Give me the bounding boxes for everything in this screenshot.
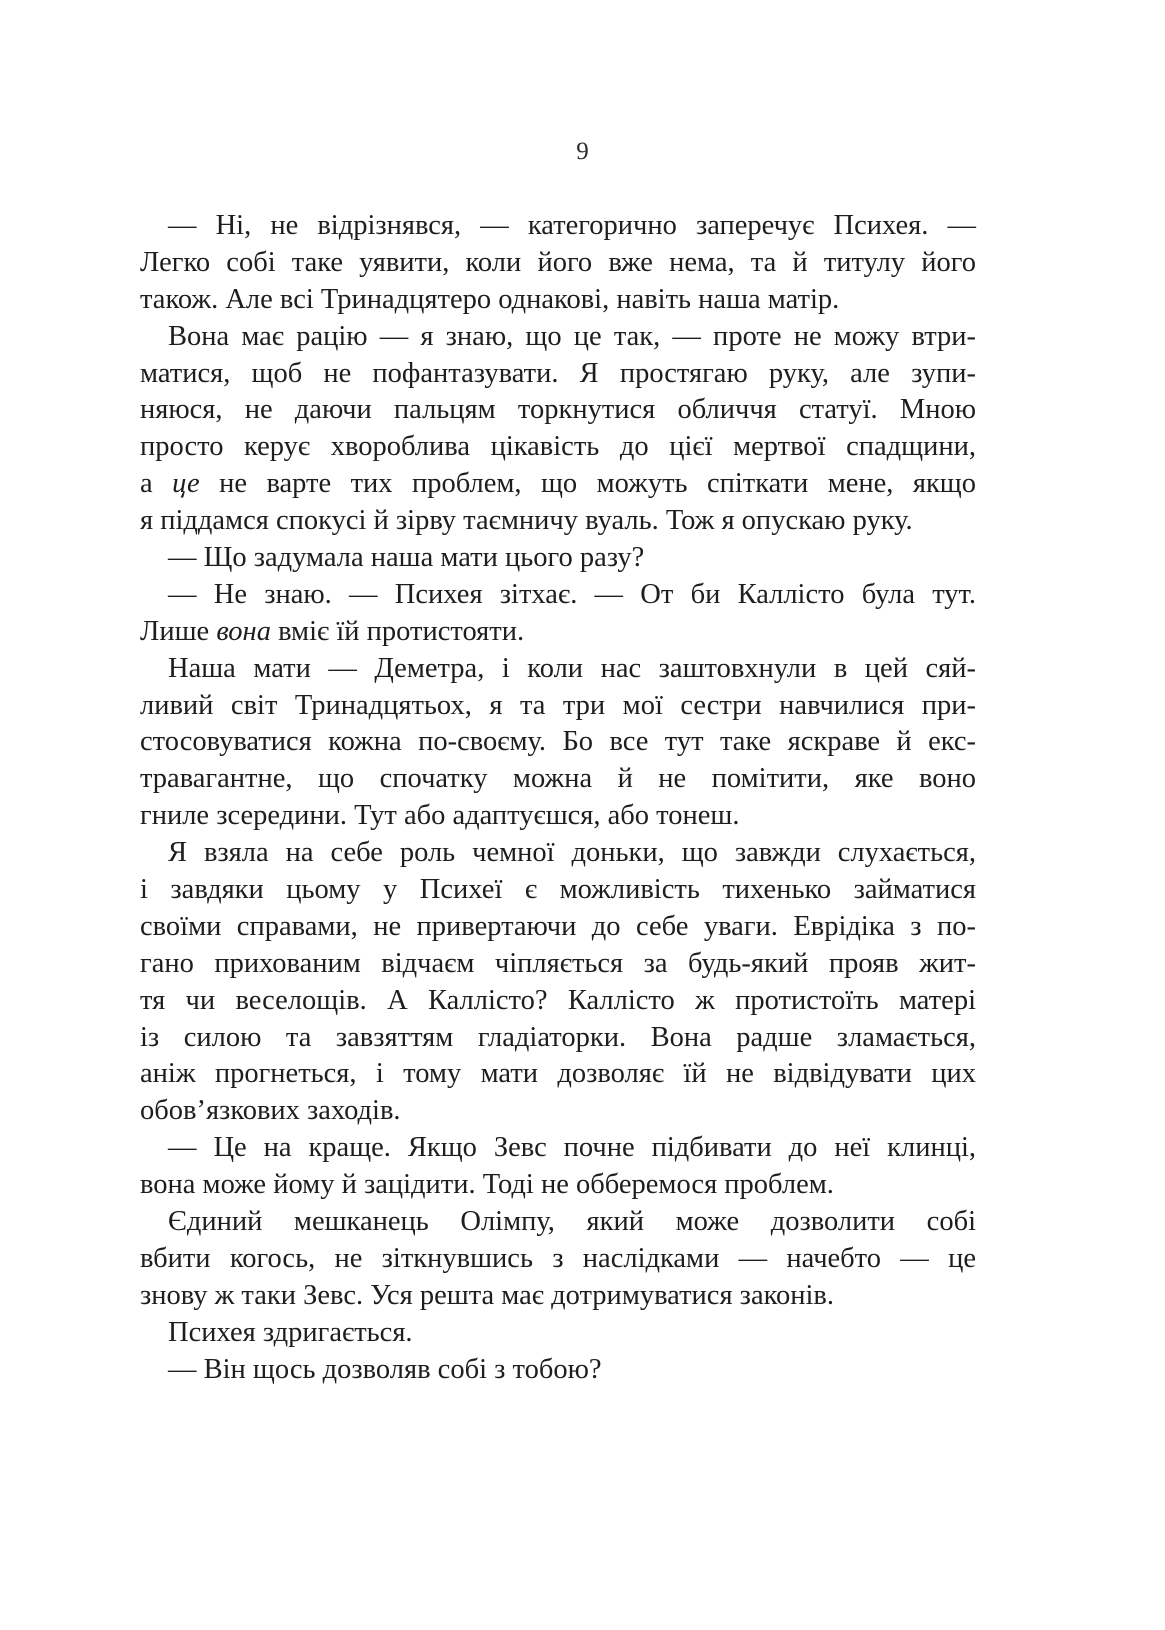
text-segment: а bbox=[140, 468, 173, 500]
text-line: Я взяла на себе роль чемної доньки, що завжди слухається, bbox=[168, 837, 976, 869]
text-line: — Ні, не відрізнявся, — категорично заперечує Психея. — bbox=[168, 210, 976, 241]
text-line: також. Але всі Тринадцятеро однакові, навіть наша матір. bbox=[140, 283, 840, 315]
text-line: вона може йому й зацідити. Тоді не обберемося проблем. bbox=[140, 1169, 834, 1201]
text-line: знову ж таки Зевс. Уся решта має дотримуватися законів. bbox=[140, 1279, 834, 1311]
text-segment: вміє їй протистояти. bbox=[270, 615, 525, 647]
text-line: — Він щось дозволяв собі з тобою? bbox=[168, 1353, 602, 1385]
text-line: — Не знаю. — Психея зітхає. — От би Каллісто була тут. bbox=[168, 578, 976, 610]
text-line: травагантне, що спочатку можна й не помітити, яке воно bbox=[140, 763, 976, 795]
text-line: і завдяки цьому у Психеї є можливість тихенько займатися bbox=[140, 874, 976, 906]
text-line: Психея здригається. bbox=[168, 1316, 413, 1348]
page-number: 9 bbox=[576, 138, 589, 165]
text-line: матися, щоб не пофантазувати. Я простягаю руку, але зупи- bbox=[140, 357, 976, 389]
text-line bbox=[140, 466, 976, 503]
text-line: — Що задумала наша мати цього разу? bbox=[168, 542, 645, 574]
text-line: Легко собі таке уявити, коли його вже нема, та й титулу його bbox=[140, 246, 976, 278]
italic-emphasis: це bbox=[172, 468, 200, 500]
text-line: вбити когось, не зіткнувшись з наслідками — начебто — це bbox=[140, 1242, 976, 1274]
text-line: ливий світ Тринадцятьох, я та три мої сестри навчилися при- bbox=[140, 689, 976, 721]
italic-emphasis: вона bbox=[216, 615, 271, 647]
body-text bbox=[140, 208, 976, 1389]
text-line: своїми справами, не привертаючи до себе уваги. Еврідіка з по- bbox=[140, 910, 976, 942]
text-line bbox=[140, 614, 976, 651]
text-line: просто керує хвороблива цікавість до цієї мертвої спадщини, bbox=[140, 431, 976, 463]
text-segment: Лише bbox=[140, 615, 217, 647]
text-line: із силою та завзяттям гладіаторки. Вона радше зламається, bbox=[140, 1021, 976, 1053]
text-line: Єдиний мешканець Олімпу, який може дозволити собі bbox=[168, 1206, 976, 1238]
text-line: Вона має рацію — я знаю, що це так, — проте не можу втри- bbox=[168, 320, 976, 352]
text-line: тя чи веселощів. А Каллісто? Каллісто ж протистоїть матері bbox=[140, 984, 976, 1016]
text-line: — Це на краще. Якщо Зевс почне підбивати до неї клинці, bbox=[168, 1132, 976, 1164]
text-line: гано прихованим відчаєм чіпляється за будь-який прояв жит- bbox=[140, 947, 976, 979]
text-line: аніж прогнеться, і тому мати дозволяє їй не відвідувати цих bbox=[140, 1058, 976, 1090]
text-line: я піддамся спокусі й зірву таємничу вуаль. Тож я опускаю руку. bbox=[140, 505, 913, 537]
text-line: стосовуватися кожна по-своєму. Бо все тут таке яскраве й екс- bbox=[140, 726, 976, 758]
text-segment: не варте тих проблем, що можуть спіткати мене, якщо bbox=[199, 468, 976, 500]
text-line: гниле зсередини. Тут або адаптуєшся, або тонеш. bbox=[140, 800, 740, 832]
text-line: Наша мати — Деметра, і коли нас заштовхнули в цей сяй- bbox=[168, 652, 976, 684]
text-line: обов’язкових заходів. bbox=[140, 1095, 401, 1127]
text-line: няюся, не даючи пальцям торкнутися обличчя статуї. Мною bbox=[140, 394, 976, 426]
